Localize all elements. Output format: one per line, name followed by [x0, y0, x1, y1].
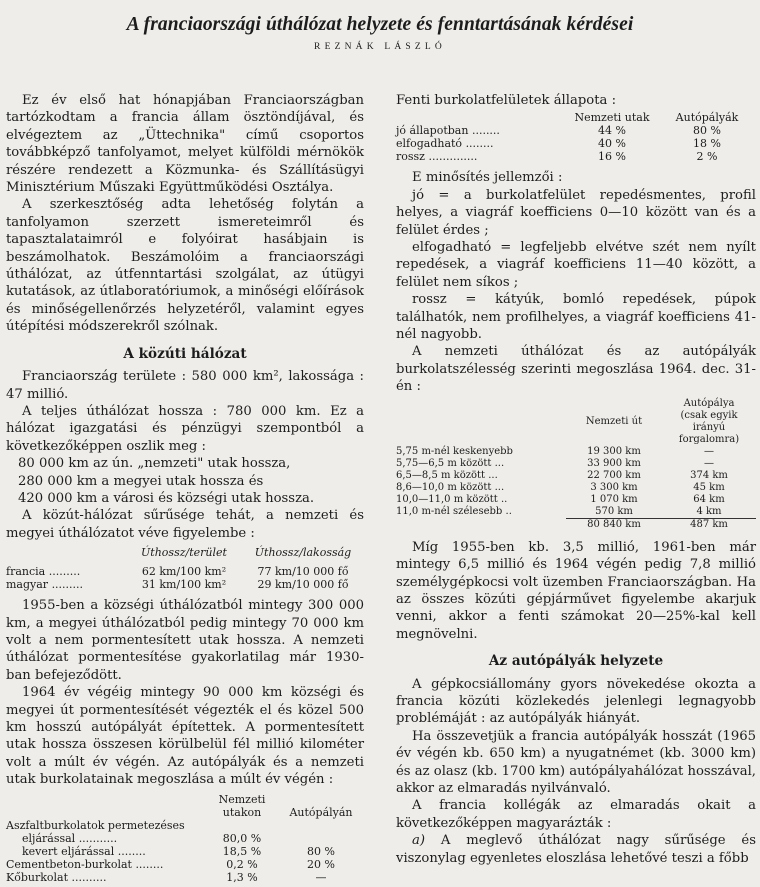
reason-text: A meglevő úthálózat nagy sűrűsége és viszonylag egyenletes eloszlása lehetővé teszi a főbb: [396, 833, 756, 866]
qualification-acceptable: elfogadható = legfeljebb elvétve szét nem nyílt repedések, a viagráf koefficiens 11—40 között, a felület nem síkos ;: [396, 240, 756, 290]
motorway-reason-a: [396, 832, 756, 867]
table-cell: 0,2 %: [226, 857, 258, 871]
table-cell: 80 %: [307, 844, 335, 858]
leader-dots: ..............: [428, 150, 478, 164]
state-intro: Fenti burkolatfelületek állapota :: [396, 93, 617, 108]
column-header: [206, 793, 278, 819]
list-item: 420 000 km a városi és községi utak hossza.: [18, 490, 315, 506]
leader-dots: ...........: [78, 831, 118, 845]
leader-dots: ..........: [71, 870, 107, 884]
cars-paragraph: Míg 1955-ben kb. 3,5 millió, 1961-ben már mintegy 6,5 millió és 1964 végén pedig 7,8 millió személygépkocsi volt üzemben Franciaországban. Ha az összes közúti gépjárművet figyelembe akarjuk venni, akkor a fenti számokat 20—25%-kal kell megnövelni.: [396, 539, 756, 642]
table-cell: 29 km/10 000 fő: [257, 578, 349, 592]
qualification-intro: E minősítés jellemzői :: [412, 170, 563, 186]
leader-dots: ........: [465, 137, 494, 151]
table-cell: 45 km: [693, 481, 725, 493]
table-cell: —: [315, 870, 327, 884]
row-label: kevert eljárással: [22, 844, 115, 858]
column-header: Autópályák: [675, 111, 739, 125]
table-header-row: [6, 546, 364, 559]
table-cell: 22 700 km: [587, 469, 641, 481]
state-table: [396, 111, 756, 163]
row-label: eljárással: [22, 831, 76, 845]
table-row: [396, 506, 756, 519]
table-row: [6, 565, 364, 578]
column-header-line: Nemzeti: [218, 792, 266, 806]
article-title: A franciaországi úthálózat helyzete és fenntartásának kérdései: [126, 14, 634, 35]
column-header: Úthossz/lakosság: [254, 546, 352, 560]
row-label: 5,75 m-nél keskenyebb: [396, 445, 513, 457]
row-label: 8,6—10,0 m között: [396, 481, 492, 493]
table-cell: 31 km/100 km²: [141, 578, 227, 592]
table-cell: 20 %: [307, 857, 335, 871]
table-row: [396, 137, 756, 150]
row-label: magyar: [6, 578, 49, 592]
table-cell: 4 km: [696, 505, 722, 517]
row-label: jó állapotban: [396, 124, 469, 138]
leader-dots: ...: [494, 457, 505, 469]
density-paragraph: A közút-hálózat sűrűsége tehát, a nemzeti és megyei úthálózatot véve figyelembe :: [6, 508, 364, 541]
table-cell: 18,5 %: [222, 844, 262, 858]
leader-dots: .........: [51, 578, 84, 592]
reason-label: a): [412, 833, 426, 849]
table-row: [396, 470, 756, 482]
table-row: [396, 482, 756, 494]
table-row: [6, 578, 364, 591]
table-cell: 18 %: [693, 137, 721, 151]
table-header-row: [396, 398, 756, 446]
table-cell: 1 070 km: [590, 493, 638, 505]
row-label: elfogadható: [396, 137, 463, 151]
table-cell: [278, 832, 364, 845]
row-label: Cementbeton-burkolat: [6, 857, 132, 871]
table-sum-row: [396, 518, 756, 531]
table-row: [396, 494, 756, 506]
table-row: [396, 446, 756, 458]
width-table: [396, 398, 756, 531]
right-column: [396, 92, 756, 867]
motorway-paragraph-2: Ha összevetjük a francia autópályák hosszát (1965 év végén kb. 650 km) a nyugatnémet (kb. 3000 km) és az olasz (kb. 1700 km) autópályahálózat hosszával, akkor az elmaradás nyilvánvaló.: [396, 728, 756, 796]
table-cell: —: [704, 445, 714, 457]
column-header: Nemzeti út: [585, 415, 643, 427]
column-header-line: forgalomra): [678, 433, 740, 445]
group-label: Aszfaltburkolatok permetezéses: [6, 818, 185, 832]
row-label: 5,75—6,5 m között: [396, 457, 492, 469]
intro-paragraph-2: A szerkesztőség adta lehetőség folytán a tanfolyamon szerzett ismereteimről és tapasztalataimról e folyóirat hasábjain is beszámolhatok. Beszámolóim a franciaországi úthálózat, az útfenntartási szolgálat, az útügyi kutatások, az útlaboratóriumok, a minőségi előírások és minőségellenőrzés helyzetéről, valamint egyes útépítési módszerekről szólnak.: [6, 197, 364, 335]
paragraph-1964: 1964 év végéig mintegy 90 000 km községi és megyei út pormentesítését végezték el és közel 500 km hosszú autópályát építettek. A pormentesített utak hossza összesen körülbelül fél millió kilométer volt a múlt év végén. Az autópályák és a nemzeti utak burkolatainak megoszlása a múlt év végén :: [6, 685, 364, 788]
table-cell: 40 %: [598, 137, 626, 151]
table-cell: 374 km: [690, 469, 728, 481]
table-cell: 16 %: [598, 150, 626, 164]
intro-paragraph-1: Ez év első hat hónapjában Franciaországban tartózkodtam a francia állam ösztöndíjával, és elvégeztem az „Üttechnika" című csoportos továbbképző tanfolyamot, melyet külföldi mérnökök részére rendezett a Közmunka- és Szállításügyi Minisztérium Műszaki Együttműködési Osztálya.: [6, 93, 364, 196]
row-label: Kőburkolat: [6, 870, 69, 884]
table-cell: 44 %: [598, 124, 626, 138]
table-row: [6, 871, 364, 884]
table-cell: 33 900 km: [587, 457, 641, 469]
table-row: [6, 845, 364, 858]
row-label: francia: [6, 565, 46, 579]
table-header-row: [6, 793, 364, 819]
surface-table: [6, 793, 364, 884]
column-header-line: (csak egyik: [680, 409, 738, 421]
leader-dots: ...: [494, 481, 505, 493]
leader-dots: .........: [48, 565, 81, 579]
column-header: Nemzeti utak: [574, 111, 650, 125]
motorway-paragraph-1: A gépkocsiállomány gyors növekedése okozta a francia közúti közlekedés jelenlegi legnagyobb problémáját : az autópályák hiányát.: [396, 676, 756, 727]
left-column: [6, 92, 364, 884]
qualification-bad: rossz = kátyúk, bomló repedések, púpok találhatók, nem profilhelyes, a viagráf koefficiens 41-nél nagyobb.: [396, 292, 756, 343]
leader-dots: ........: [117, 844, 146, 858]
table-row: [396, 150, 756, 163]
table-cell: 3 300 km: [590, 481, 638, 493]
table-row: [6, 832, 364, 845]
width-distribution-intro: A nemzeti úthálózat és az autópályák burkolatszélesség szerinti megoszlása 1964. dec. 31-én :: [396, 344, 756, 395]
table-row: [6, 819, 364, 832]
section-heading-motorways: Az autópályák helyzete: [488, 653, 664, 670]
column-header: Autópályán: [289, 805, 353, 819]
table-cell: 570 km: [595, 505, 633, 517]
sum-cell: 487 km: [662, 518, 756, 531]
row-label: 10,0—11,0 m között: [396, 493, 498, 505]
column-header: [662, 398, 756, 446]
table-cell: 64 km: [693, 493, 725, 505]
column-header: Úthossz/terület: [141, 546, 227, 560]
table-cell: 62 km/100 km²: [141, 565, 227, 579]
table-cell: 19 300 km: [587, 445, 641, 457]
table-row: [396, 458, 756, 470]
network-length-paragraph: A teljes úthálózat hossza : 780 000 km. Ez a hálózat igazgatási és pénzügyi szempontból a következőképpen oszlik meg :: [6, 403, 364, 454]
table-row: [6, 858, 364, 871]
leader-dots: ..: [505, 505, 512, 517]
column-header-line: utakon: [222, 805, 262, 819]
area-paragraph: Franciaország területe : 580 000 km², lakossága : 47 millió.: [6, 369, 364, 402]
table-cell: 80 %: [693, 124, 721, 138]
paragraph-1955: 1955-ben a községi úthálózatból mintegy 300 000 km, a megyei úthálózatból pedig mintegy 70 000 km volt a nem pormentesített utak hossza. A nemzeti úthálózat pormentesítése gyakorlatilag már 1930-ban befejeződött.: [6, 598, 364, 683]
column-header-line: Autópálya: [683, 397, 735, 409]
leader-dots: ..: [500, 493, 508, 505]
leader-dots: ...: [488, 469, 498, 481]
list-item: 280 000 km a megyei utak hossza és: [18, 473, 264, 489]
sum-cell: 80 840 km: [566, 518, 662, 531]
motorway-paragraph-3: A francia kollégák az elmaradás okait a következőképpen magyarázták :: [396, 798, 756, 831]
table-cell: 2 %: [696, 150, 718, 164]
table-cell: 1,3 %: [226, 870, 258, 884]
column-header-line: irányú: [692, 421, 726, 433]
section-heading-road-network: A közúti hálózat: [123, 345, 247, 362]
table-header-row: [396, 111, 756, 124]
list-item: 80 000 km az ún. „nemzeti" utak hossza,: [18, 456, 291, 472]
row-label: 11,0 m-nél szélesebb: [396, 505, 503, 517]
table-cell: —: [704, 457, 714, 469]
table-cell: 77 km/10 000 fő: [257, 565, 349, 579]
table-row: [396, 124, 756, 137]
table-cell: 80,0 %: [222, 831, 262, 845]
article-author: REZNÁK LÁSZLÓ: [314, 42, 446, 52]
leader-dots: ........: [471, 124, 500, 138]
row-label: 6,5—8,5 m között: [396, 469, 486, 481]
density-table: [6, 546, 364, 591]
qualification-good: jó = a burkolatfelület repedésmentes, profil helyes, a viagráf koefficiens 0—10 között van és a felület érdes ;: [396, 187, 756, 238]
row-label: rossz: [396, 150, 425, 164]
leader-dots: ........: [135, 857, 164, 871]
